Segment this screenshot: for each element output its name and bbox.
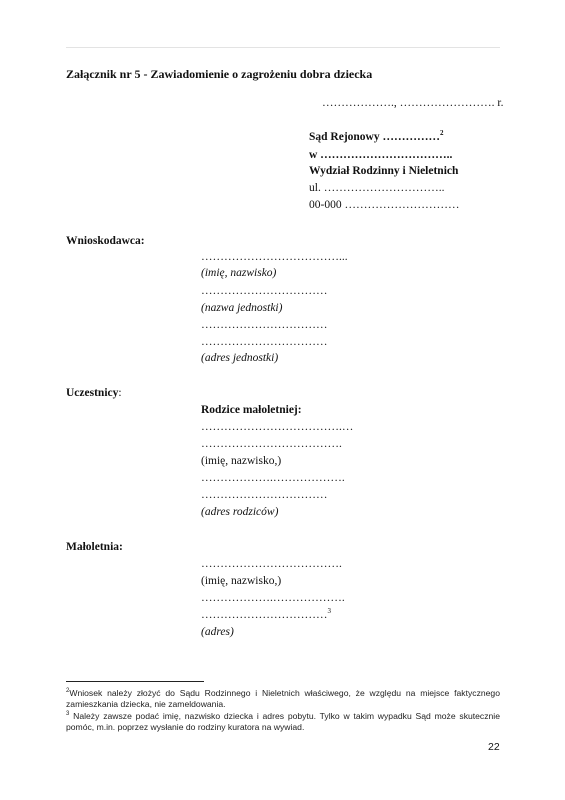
footnote-3: $^3$ Należy zawsze podać imię, nazwisko dziecka i adres pobytu. Tylko w takim wypadku Sąd może skutecznie pomóc, m.in. poprzez wysłanie do rodziny kuratora na wywiad. [66, 711, 500, 732]
parents-line-2: ………………………………. [201, 438, 342, 450]
court-name: Sąd Rejonowy ……………$^2$ [309, 129, 444, 143]
page-number: 22 [488, 741, 500, 753]
court-street: ul. ………………………….. [309, 182, 445, 194]
applicant-hint-name: (imię, nazwisko) [201, 267, 277, 279]
parents-line-4: …………………………… [201, 489, 328, 501]
footnote-ref-2[interactable]: 2 [439, 129, 444, 138]
footnote-ref-3[interactable]: 3 [327, 607, 331, 616]
applicant-line-2: …………………………… [201, 285, 328, 297]
document-title: Załącznik nr 5 - Zawiadomienie o zagrożeniu dobra dziecka [66, 67, 373, 81]
applicant-line-4: …………………………… [201, 336, 328, 348]
applicant-hint-address: (adres jednostki) [201, 352, 279, 364]
parents-line-1: ……………………………….… [201, 421, 354, 433]
parents-subheading: Rodzice małoletniej: [201, 404, 302, 416]
parents-line-3: ……………….………………. [201, 472, 345, 484]
footnote-2: $^2$Wniosek należy złożyć do Sądu Rodzinnego i Nieletnich właściwego, że względu na miejsce faktycznego zamieszkania dziecka, nie zameldowania. [66, 688, 500, 709]
applicant-hint-unit: (nazwa jednostki) [201, 302, 283, 314]
applicant-line-3: …………………………… [201, 319, 328, 331]
court-city: w …………………………….. [309, 149, 453, 161]
minor-hint-name: (imię, nazwisko,) [201, 575, 282, 587]
parents-hint-name: (imię, nazwisko,) [201, 455, 282, 467]
minor-line-2: ……………….………………. [201, 592, 345, 604]
court-division: Wydział Rodzinny i Nieletnich [309, 165, 459, 177]
header-rule [66, 47, 500, 48]
applicant-line-1: ………………………………... [201, 251, 348, 263]
parents-hint-address: (adres rodziców) [201, 506, 279, 518]
court-postal: 00-000 ………………………… [309, 199, 460, 211]
applicant-label: Wnioskodawca: [66, 235, 145, 247]
participants-label: Uczestnicy: [66, 387, 122, 399]
footnote-separator [66, 681, 204, 682]
minor-hint-address: (adres) [201, 626, 234, 638]
minor-label: Małoletnia: [66, 541, 123, 553]
date-line: ………………., ……………………. r. [322, 97, 504, 109]
minor-line-1: ………………………………. [201, 558, 342, 570]
minor-line-3: ……………………………$^3$ [201, 607, 331, 621]
